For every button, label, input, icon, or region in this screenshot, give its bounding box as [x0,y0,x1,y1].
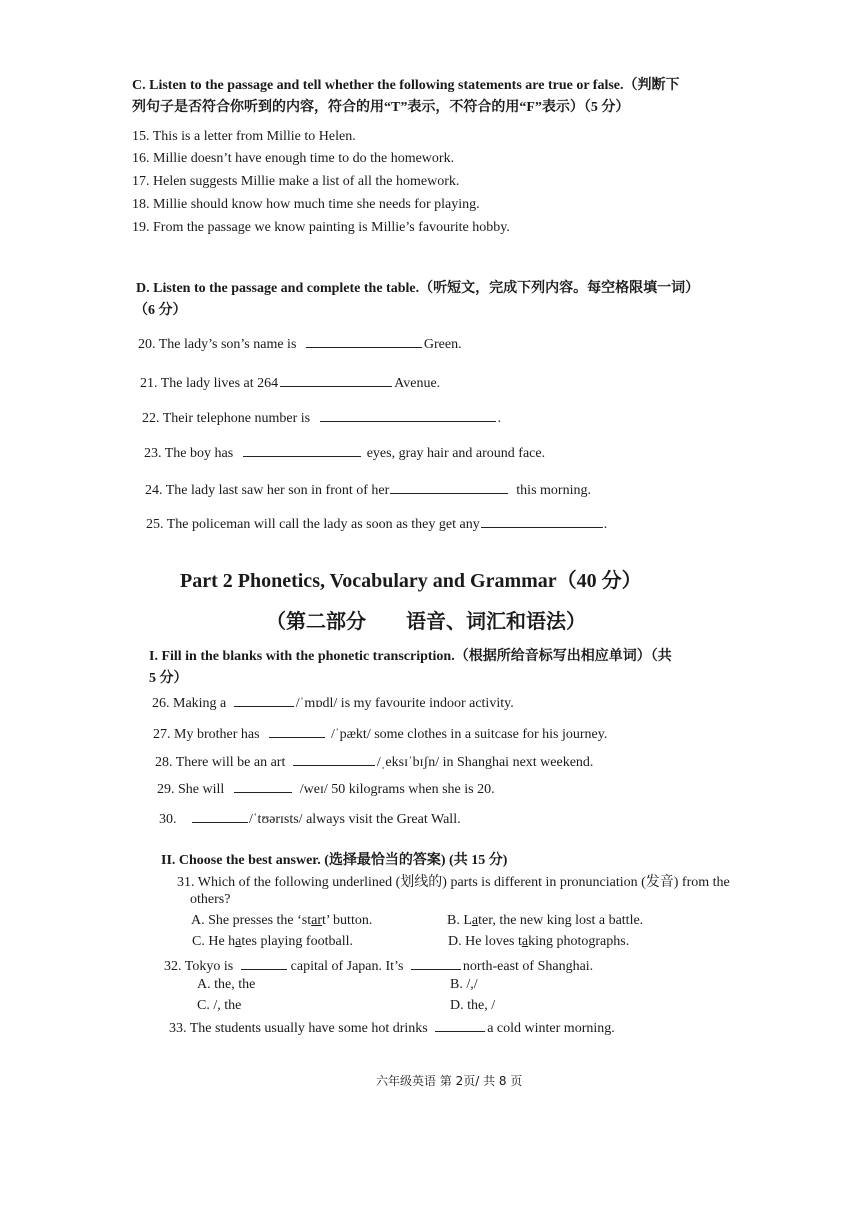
question-26-phonetic: /ˈmɒdl/ is my favourite indoor activity. [295,696,514,711]
answer-blank-25[interactable] [481,514,603,528]
question-23-text: 23. The boy has [144,446,234,461]
answer-blank-22[interactable] [320,408,496,422]
option-32-a[interactable]: A. the, the [197,977,256,992]
option-31-a[interactable]: A. She presses the ‘start’ button. [191,913,373,928]
question-23-text-end: eyes, gray hair and around face. [366,446,546,461]
question-16: 16. Millie doesn’t have enough time to do the homework. [132,151,455,166]
question-22-text: 22. Their telephone number is [142,411,311,426]
question-23 [144,443,545,462]
answer-blank-21[interactable] [280,373,392,387]
answer-blank-27[interactable] [269,724,325,738]
question-28-text: 28. There will be an art [155,755,286,770]
question-32-text-mid: capital of Japan. It’s [290,959,404,974]
answer-blank-20[interactable] [306,334,422,348]
section-i-heading: I. Fill in the blanks with the phonetic transcription.（根据所给音标写出相应单词）（共 [149,649,672,664]
question-29-phonetic: /weɪ/ 50 kilograms when she is 20. [299,782,495,797]
answer-blank-24[interactable] [390,480,508,494]
section-c-heading-cont: 列句子是否符合你听到的内容，符合的用“T”表示，不符合的用“F”表示）（5 分） [132,100,630,115]
section-ii-heading: II. Choose the best answer. (选择最恰当的答案) (共 15 分) [161,853,508,868]
question-32-text-end: north-east of Shanghai. [462,959,594,974]
question-24 [145,480,591,499]
question-31-cont: others? [190,892,231,907]
answer-blank-26[interactable] [234,693,294,707]
question-22 [142,408,501,427]
question-32 [164,956,593,975]
question-21-text: 21. The lady lives at 264 [140,376,279,391]
question-27 [153,724,607,743]
section-d-heading: D. Listen to the passage and complete the table.（听短文，完成下列内容。每空格限填一词） [136,281,700,296]
question-15: 15. This is a letter from Millie to Helen. [132,129,356,144]
answer-blank-28[interactable] [293,752,375,766]
question-30-phonetic: /ˈtʊərɪsts/ always visit the Great Wall. [249,812,461,827]
option-31-b[interactable]: B. Later, the new king lost a battle. [447,913,644,928]
answer-blank-33[interactable] [435,1018,485,1032]
question-24-text-end: this morning. [516,483,591,498]
answer-blank-32b[interactable] [411,956,461,970]
question-29 [157,779,495,798]
question-25-text-end: . [603,517,608,532]
question-22-text-end: . [497,411,502,426]
question-33-text-end: a cold winter morning. [487,1021,615,1036]
part-2-subtitle: （第二部分 语音、词汇和语法） [266,609,586,633]
answer-blank-32a[interactable] [241,956,287,970]
question-21 [140,373,440,392]
option-32-d[interactable]: D. the, / [450,998,496,1013]
question-29-text: 29. She will [157,782,225,797]
question-33 [169,1018,615,1037]
option-32-b[interactable]: B. /,/ [450,977,478,992]
question-20-text-end: Green. [423,337,462,352]
section-c-heading: C. Listen to the passage and tell whether the following statements are true or false.（判断下 [132,78,680,93]
option-31-c[interactable]: C. He hates playing football. [192,934,353,949]
question-25-text: 25. The policeman will call the lady as soon as they get any [146,517,480,532]
question-30 [159,809,461,828]
question-20 [138,334,462,353]
answer-blank-30[interactable] [192,809,248,823]
question-19: 19. From the passage we know painting is Millie’s favourite hobby. [132,220,510,235]
question-27-phonetic: /ˈpækt/ some clothes in a suitcase for his journey. [331,727,608,742]
question-28-phonetic: /ˌeksɪˈbɪʃn/ in Shanghai next weekend. [376,755,594,770]
question-24-text: 24. The lady last saw her son in front of her [145,483,390,498]
answer-blank-23[interactable] [243,443,361,457]
question-21-text-end: Avenue. [394,376,441,391]
section-i-heading-cont: 5 分） [149,671,188,686]
question-25 [146,514,607,533]
question-26 [152,693,514,712]
question-28 [155,752,593,771]
question-18: 18. Millie should know how much time she needs for playing. [132,197,480,212]
question-20-text: 20. The lady’s son’s name is [138,337,297,352]
page-footer: 六年级英语 第 2页/ 共 8 页 [376,1074,523,1088]
question-32-text: 32. Tokyo is [164,959,234,974]
part-2-title: Part 2 Phonetics, Vocabulary and Grammar（40 分） [180,570,642,592]
section-d-heading-cont: （6 分） [134,303,187,318]
answer-blank-29[interactable] [234,779,292,793]
question-26-text: 26. Making a [152,696,227,711]
option-32-c[interactable]: C. /, the [197,998,242,1013]
question-30-text: 30. [159,812,177,827]
question-27-text: 27. My brother has [153,727,260,742]
option-31-d[interactable]: D. He loves taking photographs. [448,934,630,949]
question-33-text: 33. The students usually have some hot drinks [169,1021,428,1036]
question-31: 31. Which of the following underlined (划线的) parts is different in pronunciation (发音) from the [177,875,730,890]
question-17: 17. Helen suggests Millie make a list of all the homework. [132,174,460,189]
